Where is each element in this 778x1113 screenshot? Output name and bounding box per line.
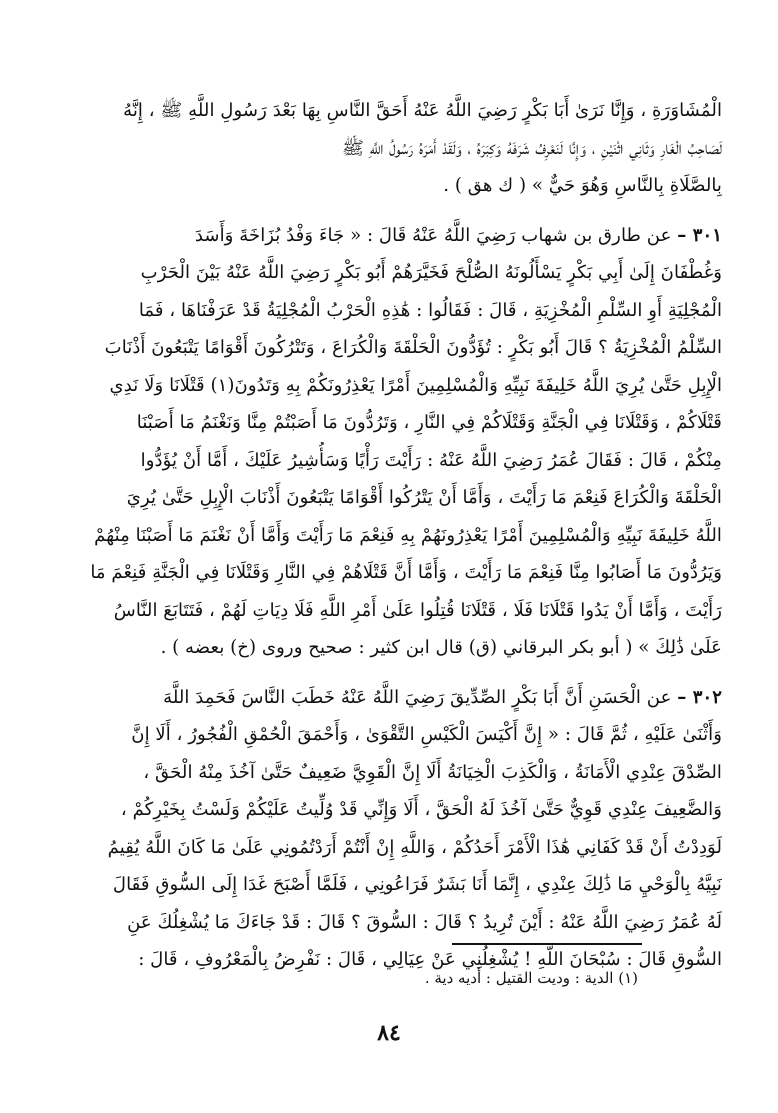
- text-line: مِنْكُمْ ، قَالَ : فَقَالَ عُمَرُ رَضِيَ اللَّهُ عَنْهُ : رَأَيْتَ رَأْيًا وَسَأُشِيرُ عَلَيْكَ ، أَمَّا أَنْ يُؤَدُّوا: [140, 449, 722, 471]
- footnote: (١) الدية : وديت القتيل : أديه دية .: [424, 969, 638, 987]
- text-line: الصِّدْقَ عِنْدِي الْأَمَانَةُ ، وَالْكَذِبَ الْخِيَانَةُ أَلَا إِنَّ الْقَوِيَّ ضَعِيفٌ حَتَّىٰ آخُذَ مِنْهُ الْحَقَّ ،: [143, 761, 722, 783]
- text-line: الْمُشَاوَرَةِ ، وَإِنَّا نَرَىٰ أَبَا بَكْرٍ رَضِيَ اللَّهُ عَنْهُ أَحَقَّ النَّاسِ بِهَا بَعْدَ رَسُولِ اللَّهِ ﷺ ، إِنَّهُ: [123, 100, 722, 121]
- text-line: الْحَلْقَةَ وَالْكُرَاعَ فَنِعْمَ مَا رَأَيْتَ ، وَأَمَّا أَنْ يَتْرُكُوا أَقْوَامًا يَتْبَعُونَ أَذْنَابَ الْإِبِلِ حَتَّىٰ يُرِيَ: [126, 487, 722, 508]
- footnote-divider: [452, 943, 642, 945]
- hadith-number: ٣٠١ –: [677, 224, 722, 246]
- page-number: ٨٤: [377, 1020, 401, 1046]
- text-line: وَيَرُدُّونَ مَا أَصَابُوا مِنَّا فَنِعْمَ مَا رَأَيْتَ ، وَأَمَّا أَنَّ قَتْلَاهُمْ فِي النَّارِ وَقَتْلَانَا فِي الْجَنَّةِ فَنِعْمَ مَا: [90, 562, 722, 583]
- text-line: وَأَثْنَىٰ عَلَيْهِ ، ثُمَّ قَالَ : « إِنَّ أَكْيَسَ الْكَيْسِ التَّقْوَىٰ ، وَأَحْمَقَ الْحُمْقِ الْفُجُورُ ، أَلَا إِنَّ: [131, 724, 722, 745]
- text-line: الْمُجْلِيَةِ أَوِ السِّلْمِ الْمُخْزِيَةِ ، قَالَ : فَقَالُوا : هَٰذِهِ الْحَرْبُ الْمُجْلِيَةُ قَدْ عَرَفْنَاهَا ، فَمَا: [138, 299, 722, 321]
- text-line: [56, 217, 722, 255]
- page-body: [56, 70, 722, 979]
- text-line: السِّلْمُ الْمُخْزِيَةُ ؟ قَالَ أَبُو بَكْرٍ : تُؤَدُّونَ الْحَلْقَةَ وَالْكُرَاعَ ، وَتَتْرُكُونَ أَقْوَامًا يَتْبَعُونَ أَذْنَابَ: [104, 337, 722, 358]
- text-line: لَهُ عُمَرُ رَضِيَ اللَّهُ عَنْهُ : أَيْنَ تُرِيدُ ؟ قَالَ : السُّوقَ ؟ قَالَ : قَدْ جَاءَكَ مَا يُشْغِلُكَ عَنِ: [127, 911, 722, 933]
- text-line: عَلَىٰ ذَٰلِكَ » ( أبو بكر البرقاني (ق) قال ابن كثير : صحيح وروى (خ) بعضه ) .: [160, 637, 722, 658]
- hadith-301: [56, 217, 722, 667]
- text-line: لَوَدِدْتُ أَنْ قَدْ كَفَانِي هَٰذَا الْأَمْرَ أَحَدُكُمْ ، وَاللَّهِ إِنْ أَنْتُمْ أَرَدْتُمُونِي عَلَىٰ مَا كَانَ اللَّهُ يُقِيمُ: [107, 836, 722, 858]
- text-segment: عن طارق بن شهاب رَضِيَ اللَّهُ عَنْهُ قَالَ : « جَاءَ وَفْدُ بُزَاخَةَ وَأَسَدَ: [194, 224, 672, 246]
- hadith-number: ٣٠٢ –: [677, 686, 722, 708]
- text-line: الْإِبِلِ حَتَّىٰ يُرِيَ اللَّهُ خَلِيفَةَ نَبِيِّهِ وَالْمُسْلِمِينَ أَمْرًا يَعْذِرُونَكُمْ بِهِ وَتَدُونَ(١) قَتْلَانَا وَلَا نَدِي: [109, 374, 722, 396]
- text-line: قَتْلَاكُمْ ، وَقَتْلَانَا فِي الْجَنَّةِ وَقَتْلَاكُمْ فِي النَّارِ ، وَتَرُدُّونَ مَا أَصَبْتُمْ مِنَّا وَنَغْنَمُ مَا أَصَبْنَا: [136, 412, 722, 433]
- text-line: وَالضَّعِيفَ عِنْدِي قَوِيٌّ حَتَّىٰ آخُذَ لَهُ الْحَقَّ ، أَلَا وَإِنِّي قَدْ وُلِّيتُ عَلَيْكُمْ وَلَسْتُ بِخَيْرِكُمْ ،: [120, 799, 722, 820]
- text-line: وَغُطْفَانَ إِلَىٰ أَبِي بَكْرٍ يَسْأَلُونَهُ الصُّلْحَ فَخَيَّرَهُمْ أَبُو بَكْرٍ رَضِيَ اللَّهُ عَنْهُ بَيْنَ الْحَرْبِ: [140, 262, 722, 283]
- hadith-302: [56, 679, 722, 979]
- text-line: نَبِيَّهُ بِالْوَحْيِ مَا ذَٰلِكَ عِنْدِي ، إِنَّمَا أَنَا بَشَرٌ فَرَاعُونِي ، فَلَمَّا أَصْبَحَ غَدَا إِلَى السُّوقِ فَقَالَ: [112, 874, 722, 895]
- text-line: [56, 679, 722, 717]
- text-line: لَصَاحِبُ الْغَارِ وَثَانِي اثْنَيْنِ ، وَإِنَّا لَنَعْرِفُ شَرَفَهُ وَكِبَرَهُ ، وَلَقَدْ أَمَرَهُ رَسُولُ اللَّهِ ﷺ: [342, 137, 722, 159]
- paragraph-continuation: [56, 92, 722, 205]
- text-segment: عن الْحَسَنِ أَنَّ أَبَا بَكْرٍ الصِّدِّيقَ رَضِيَ اللَّهُ عَنْهُ خَطَبَ النَّاسَ فَحَمِدَ اللَّهَ: [163, 686, 672, 708]
- text-line: رَأَيْتَ ، وَأَمَّا أَنْ يَدُوا قَتْلَانَا فَلَا ، قَتْلَانَا قُتِلُوا عَلَىٰ أَمْرِ اللَّهِ فَلَا دِيَاتِ لَهُمْ ، فَتَتَابَعَ النَّاسُ: [113, 599, 722, 621]
- text-line: بِالصَّلَاةِ بِالنَّاسِ وَهُوَ حَيٌّ » ( ك هق ) .: [443, 175, 722, 196]
- text-line: السُّوقِ قَالَ : سُبْحَانَ اللَّهِ ! يُشْغِلُنِي عَنْ عِيَالِي ، قَالَ : نَفْرِضُ بِالْمَعْرُوفِ ، قَالَ :: [138, 949, 722, 970]
- text-line: اللَّهُ خَلِيفَةَ نَبِيِّهِ وَالْمُسْلِمِينَ أَمْرًا يَعْذِرُونَهُمْ بِهِ فَنِعْمَ مَا رَأَيْتَ وَأَمَّا أَنْ نَغْنَمَ مَا أَصَبْنَا مِنْهُمْ: [94, 524, 722, 546]
